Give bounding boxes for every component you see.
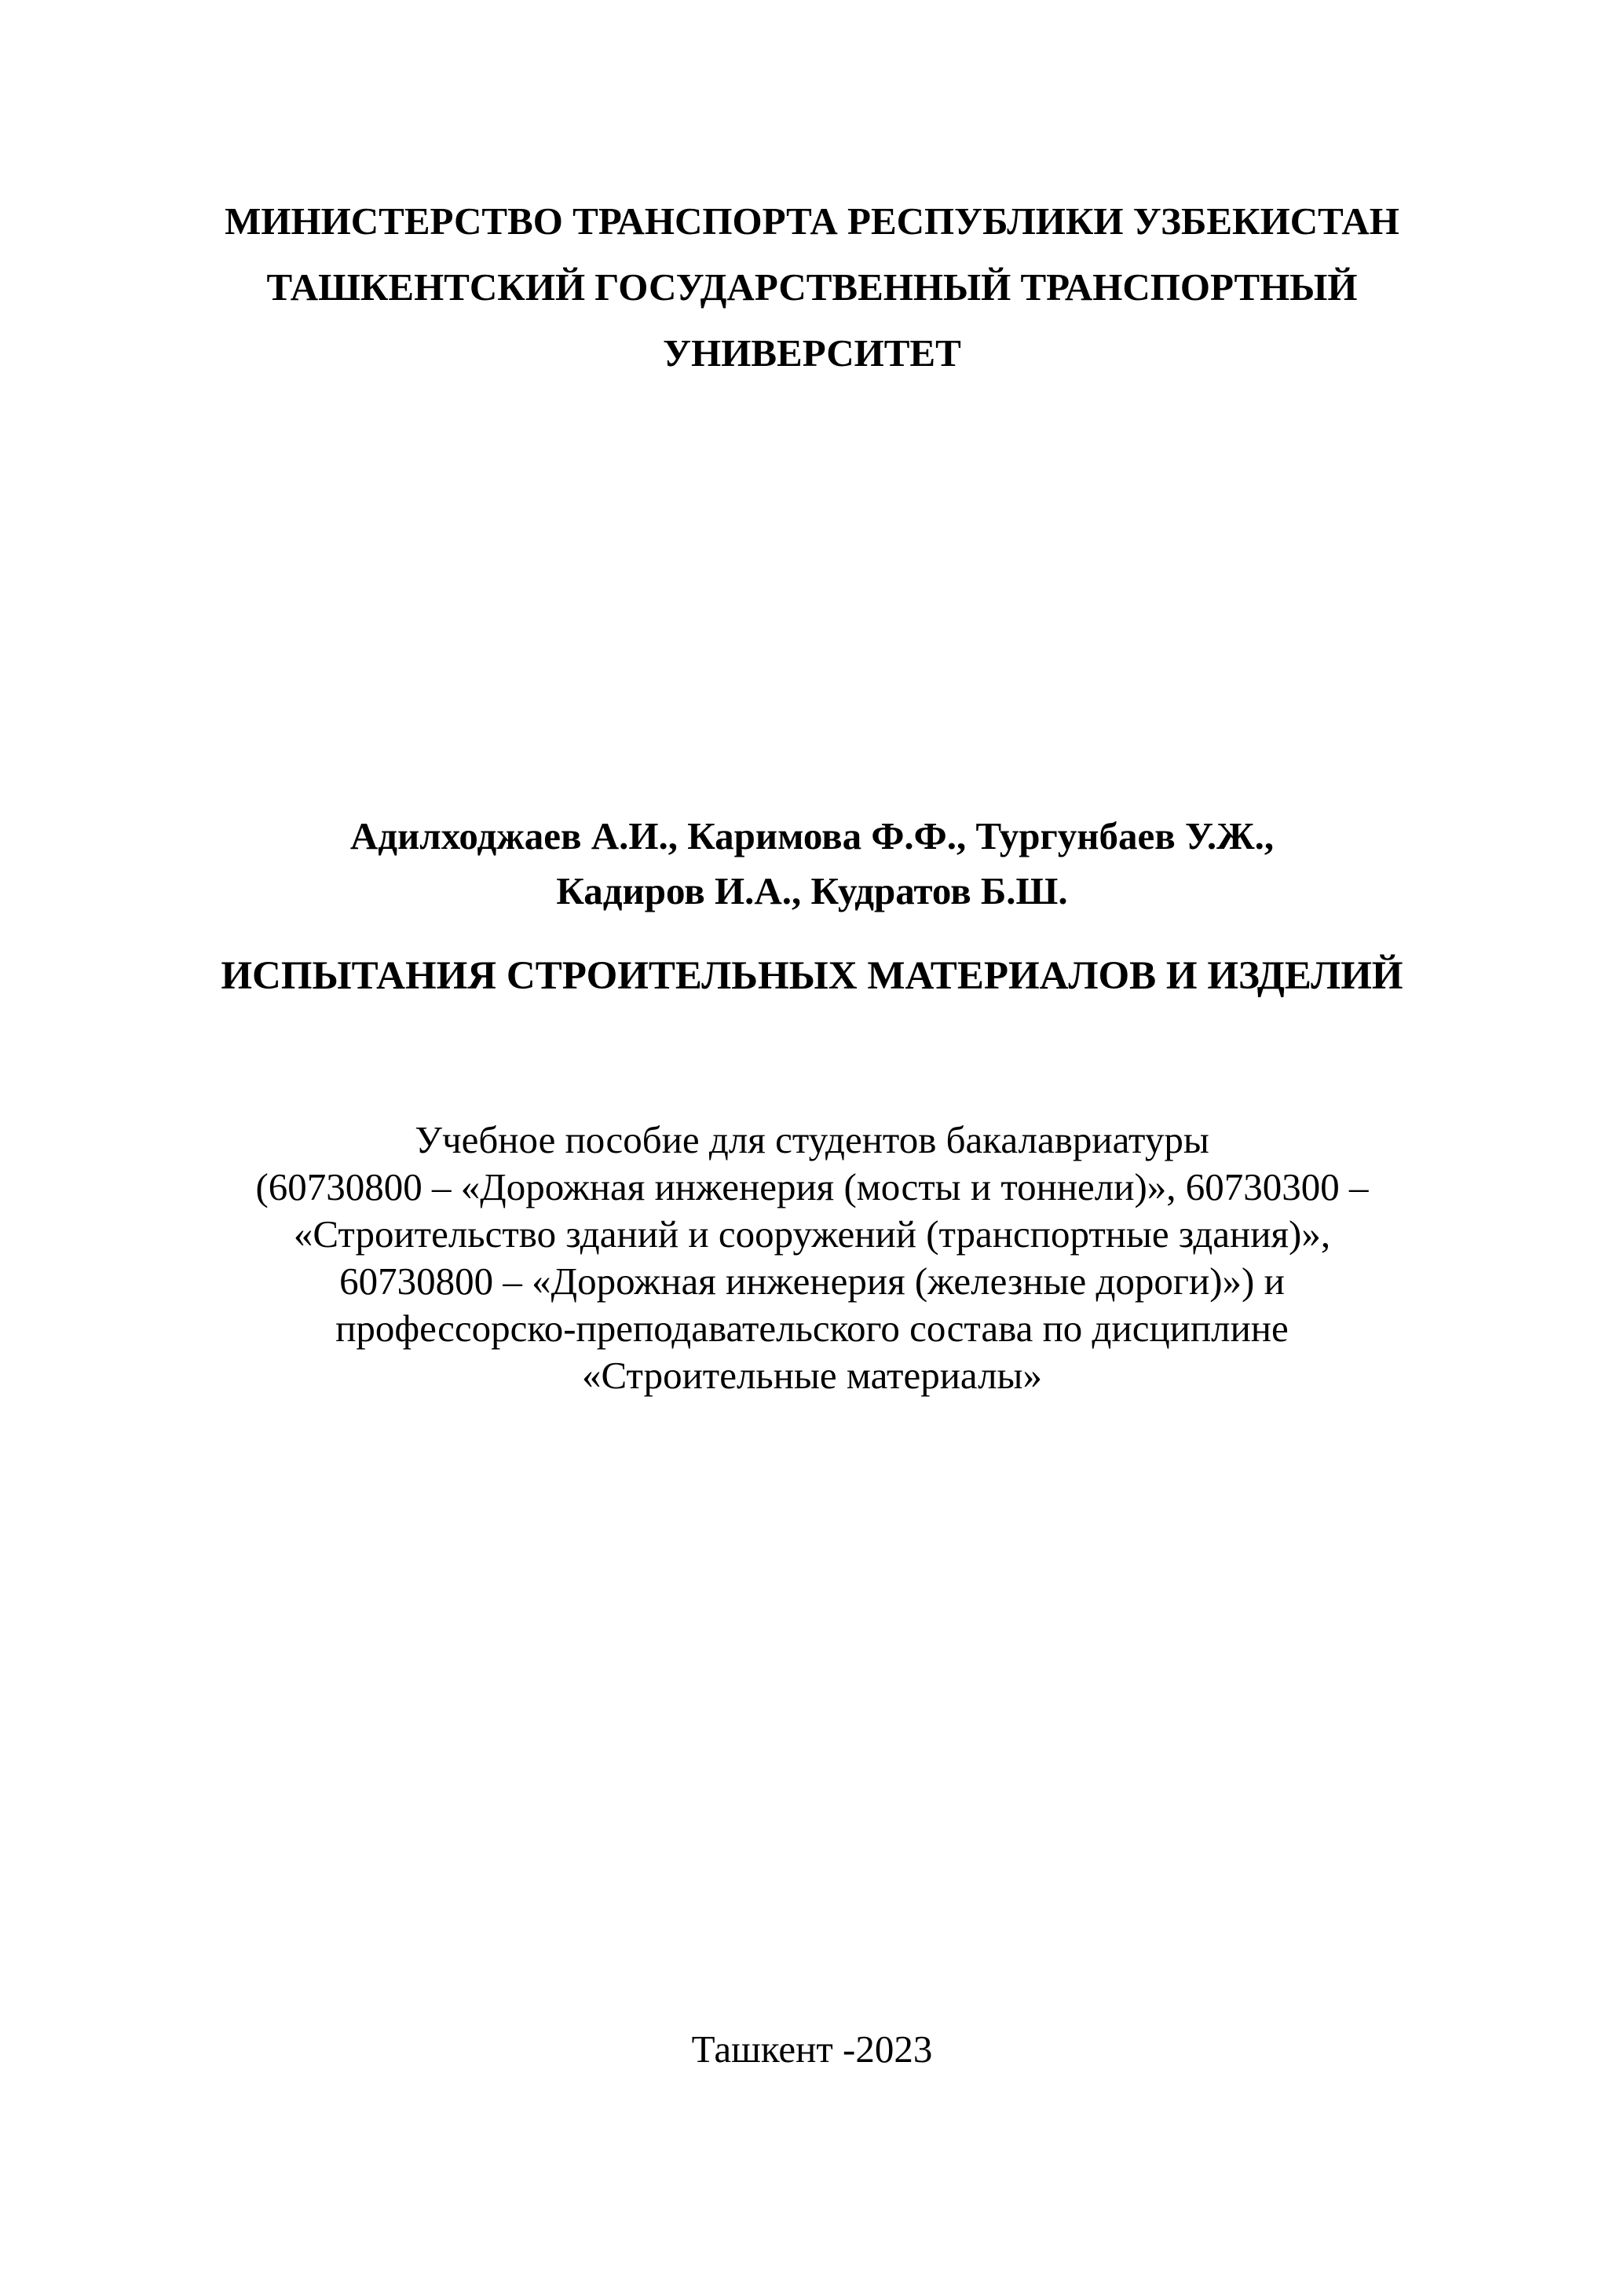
description-line-2: (60730800 – «Дорожная инженерия (мосты и тоннели)», 60730300 – bbox=[255, 1165, 1369, 1208]
city-year: Ташкент -2023 bbox=[691, 2027, 933, 2071]
ministry-name: МИНИСТЕРСТВО ТРАНСПОРТА РЕСПУБЛИКИ УЗБЕКИСТАН bbox=[225, 199, 1399, 243]
university-name-line-1: ТАШКЕНТСКИЙ ГОСУДАРСТВЕННЫЙ ТРАНСПОРТНЫЙ bbox=[266, 265, 1358, 309]
publication-place-year bbox=[0, 2022, 1624, 2077]
document-title bbox=[0, 949, 1624, 1004]
document-description bbox=[0, 1117, 1624, 1399]
authors-line-1: Адилходжаев А.И., Каримова Ф.Ф., Тургунбаев У.Ж., bbox=[349, 814, 1275, 857]
title-text: ИСПЫТАНИЯ СТРОИТЕЛЬНЫХ МАТЕРИАЛОВ И ИЗДЕЛИЙ bbox=[221, 954, 1403, 998]
description-line-6: «Строительные материалы» bbox=[582, 1354, 1042, 1397]
authors-list bbox=[0, 809, 1624, 919]
authors-line-2: Кадиров И.А., Кудратов Б.Ш. bbox=[556, 869, 1068, 912]
university-name-line-2: УНИВЕРСИТЕТ bbox=[663, 331, 961, 375]
institution-header bbox=[0, 188, 1624, 386]
description-line-5: профессорско-преподавательского состава по дисциплине bbox=[335, 1307, 1289, 1350]
description-line-1: Учебное пособие для студентов бакалавриатуры bbox=[415, 1118, 1209, 1161]
description-line-4: 60730800 – «Дорожная инженерия (железные дороги)») и bbox=[339, 1260, 1285, 1303]
description-line-3: «Строительство зданий и сооружений (транспортные здания)», bbox=[293, 1212, 1331, 1256]
